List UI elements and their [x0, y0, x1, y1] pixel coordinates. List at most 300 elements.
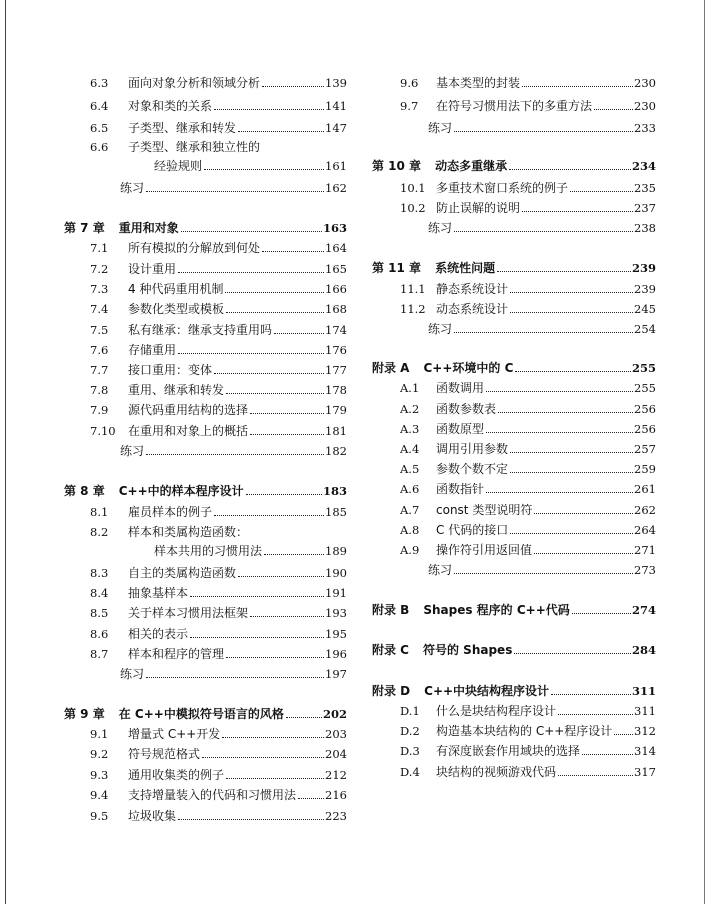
toc-page-number: 311 — [631, 684, 656, 698]
toc-page-number: 196 — [325, 647, 347, 661]
toc-entry-number: 8.6 — [90, 627, 109, 641]
dot-leader — [238, 131, 324, 132]
toc-entry-number: 7.5 — [90, 323, 109, 337]
toc-entry-title: 子类型、继承和转发 — [128, 121, 237, 135]
toc-entry-number: 6.6 — [90, 140, 109, 154]
toc-page-number: 176 — [325, 343, 347, 357]
toc-page-number: 202 — [322, 707, 347, 721]
toc-entry-number: A.7 — [400, 503, 420, 517]
toc-entry-number: 8.2 — [90, 525, 109, 539]
toc-section-entry — [372, 195, 656, 215]
toc-entry-title: 静态系统设计 — [436, 282, 509, 296]
toc-section-entry — [64, 782, 347, 802]
toc-page-number: 178 — [325, 383, 347, 397]
toc-section-entry — [64, 317, 347, 337]
toc-entry-title: 设计重用 — [128, 262, 177, 276]
toc-section-entry — [64, 377, 347, 397]
dot-leader — [510, 292, 633, 293]
toc-entry-number: 10.2 — [400, 201, 426, 215]
toc-section-entry — [372, 296, 656, 316]
toc-entry-title: 重用、继承和转发 — [128, 383, 225, 397]
toc-entry-number: 9.6 — [400, 76, 419, 90]
toc-page-number: 256 — [634, 402, 656, 416]
dot-leader — [534, 513, 633, 514]
dot-leader — [572, 613, 631, 614]
toc-entry-number: 7.3 — [90, 282, 109, 296]
dot-leader — [594, 109, 633, 110]
toc-page-number: 163 — [322, 221, 347, 235]
dot-leader — [178, 819, 324, 820]
toc-page-number: 190 — [325, 566, 347, 580]
dot-leader — [146, 191, 324, 192]
toc-entry-number: A.5 — [400, 462, 420, 476]
dot-leader — [190, 637, 324, 638]
toc-entry-title: 练习 — [120, 444, 145, 458]
toc-entry-title: 练习 — [428, 221, 453, 235]
toc-page-number: 185 — [325, 505, 347, 519]
toc-entry-number: 8.7 — [90, 647, 109, 661]
toc-entry-title: 重用和对象 — [118, 221, 179, 235]
toc-page-number: 233 — [634, 121, 656, 135]
toc-page-number: 235 — [634, 181, 656, 195]
toc-entry-number: 8.3 — [90, 566, 109, 580]
toc-section-entry — [64, 721, 347, 741]
dot-leader — [486, 492, 633, 493]
toc-page-number: 168 — [325, 302, 347, 316]
toc-entry-title: 多重技术窗口系统的例子 — [436, 181, 569, 195]
toc-page-number: 234 — [631, 159, 656, 173]
dot-leader — [486, 432, 633, 433]
toc-entry-number: 附录 D — [372, 684, 411, 698]
toc-section-entry — [372, 416, 656, 436]
toc-section-entry — [64, 499, 347, 519]
toc-page-number: 237 — [634, 201, 656, 215]
toc-entry-title: 练习 — [428, 563, 453, 577]
toc-page-number: 204 — [325, 747, 347, 761]
toc-section-entry — [64, 560, 347, 580]
dot-leader — [582, 754, 633, 755]
toc-section-entry — [372, 517, 656, 537]
toc-page-number: 181 — [325, 424, 347, 438]
toc-entry-title: C++环境中的 C — [423, 361, 514, 375]
toc-section-entry — [372, 456, 656, 476]
toc-entry-number: 第 11 章 — [372, 261, 422, 275]
toc-chapter-entry — [372, 637, 656, 657]
dot-leader — [225, 292, 324, 293]
dot-leader — [510, 452, 633, 453]
dot-leader — [214, 373, 324, 374]
toc-entry-title: 函数调用 — [436, 381, 485, 395]
toc-page-number: 189 — [325, 544, 347, 558]
toc-section-entry — [64, 600, 347, 620]
toc-entry-title: 4 种代码重用机制 — [128, 282, 224, 296]
toc-page-number: 255 — [634, 381, 656, 395]
toc-section-entry — [64, 256, 347, 276]
toc-page-number: 195 — [325, 627, 347, 641]
toc-page-number: 238 — [634, 221, 656, 235]
toc-entry-number: 附录 B — [372, 603, 410, 617]
toc-entry-title: const 类型说明符 — [436, 503, 533, 517]
dot-leader — [454, 131, 633, 132]
dot-leader — [146, 677, 324, 678]
dot-leader — [226, 312, 324, 313]
toc-entry-title: 样本和程序的管理 — [128, 647, 225, 661]
toc-section-entry — [64, 641, 347, 661]
toc-entry-title: 符号规范格式 — [128, 747, 201, 761]
toc-page-number: 230 — [634, 76, 656, 90]
toc-section-entry — [64, 418, 347, 438]
toc-entry-title: 私有继承：继承支持重用吗 — [128, 323, 273, 337]
toc-exercise-entry — [64, 175, 347, 195]
toc-entry-title: 函数原型 — [436, 422, 485, 436]
toc-section-entry — [372, 436, 656, 456]
dot-leader — [204, 169, 324, 170]
dot-leader — [551, 694, 631, 695]
toc-chapter-entry — [64, 478, 347, 498]
toc-exercise-entry — [372, 557, 656, 577]
toc-entry-title: 源代码重用结构的选择 — [128, 403, 249, 417]
toc-entry-title: 在 C++中模拟符号语言的风格 — [118, 707, 284, 721]
toc-entry-title: 防止误解的说明 — [436, 201, 521, 215]
toc-entry-title: 构造基本块结构的 C++程序设计 — [436, 724, 613, 738]
dot-leader — [486, 391, 633, 392]
toc-section-entry — [64, 580, 347, 600]
toc-entry-title: 经验规则 — [154, 159, 203, 173]
toc-entry-number: 10.1 — [400, 181, 426, 195]
toc-page-number: 261 — [634, 482, 656, 496]
toc-entry-number: A.9 — [400, 543, 420, 557]
toc-entry-title: 抽象基样本 — [128, 586, 189, 600]
toc-entry-title: 样本和类属构造函数： — [128, 525, 249, 539]
toc-page-number: 141 — [325, 99, 347, 113]
toc-section-entry — [64, 153, 347, 173]
dot-leader — [146, 454, 324, 455]
toc-section-entry — [64, 70, 347, 90]
toc-entry-number: 7.1 — [90, 241, 109, 255]
toc-entry-title: 符号的 Shapes — [423, 643, 513, 657]
toc-exercise-entry — [64, 438, 347, 458]
dot-leader — [178, 353, 324, 354]
toc-page-number: 256 — [634, 422, 656, 436]
toc-section-entry — [372, 175, 656, 195]
dot-leader — [454, 573, 633, 574]
dot-leader — [558, 714, 633, 715]
toc-section-entry — [64, 235, 347, 255]
toc-entry-title: 什么是块结构程序设计 — [436, 704, 557, 718]
toc-entry-title: 在符号习惯用法下的多重方法 — [436, 99, 593, 113]
toc-entry-title: 调用引用参数 — [436, 442, 509, 456]
toc-entry-title: 参数化类型或模板 — [128, 302, 225, 316]
toc-entry-title: 操作符引用返回值 — [436, 543, 533, 557]
dot-leader — [246, 494, 322, 495]
toc-entry-title: 有深度嵌套作用域块的选择 — [436, 744, 581, 758]
toc-entry-title: Shapes 程序的 C++代码 — [423, 603, 570, 617]
toc-section-entry — [372, 497, 656, 517]
toc-entry-title: 雇员样本的例子 — [128, 505, 213, 519]
toc-entry-title: C++中的样本程序设计 — [118, 484, 244, 498]
toc-exercise-entry — [372, 115, 656, 135]
dot-leader — [181, 231, 322, 232]
toc-section-entry — [372, 537, 656, 557]
toc-entry-number: 6.4 — [90, 99, 109, 113]
toc-exercise-entry — [64, 661, 347, 681]
toc-section-entry — [64, 621, 347, 641]
toc-entry-title: 动态多重继承 — [435, 159, 508, 173]
toc-entry-number: A.2 — [400, 402, 420, 416]
toc-entry-title: 增量式 C++开发 — [128, 727, 221, 741]
toc-entry-number: 7.6 — [90, 343, 109, 357]
toc-entry-title: 参数个数不定 — [436, 462, 509, 476]
dot-leader — [226, 657, 324, 658]
toc-section-entry — [64, 134, 347, 154]
toc-page-number: 139 — [325, 76, 347, 90]
toc-section-entry — [372, 70, 656, 90]
toc-page-number: 239 — [631, 261, 656, 275]
toc-entry-title: 接口重用：变体 — [128, 363, 213, 377]
toc-entry-number: 8.5 — [90, 606, 109, 620]
toc-page-number: 284 — [631, 643, 656, 657]
dot-leader — [226, 393, 324, 394]
toc-entry-title: 练习 — [120, 181, 145, 195]
toc-entry-number: D.3 — [400, 744, 420, 758]
dot-leader — [522, 86, 633, 87]
dot-leader — [250, 413, 324, 414]
toc-page-number: 212 — [325, 768, 347, 782]
toc-section-entry — [64, 519, 347, 539]
dot-leader — [614, 734, 633, 735]
toc-entry-number: 6.3 — [90, 76, 109, 90]
toc-entry-title: 基本类型的封装 — [436, 76, 521, 90]
toc-entry-title: 块结构的视频游戏代码 — [436, 765, 557, 779]
toc-page-number: 312 — [634, 724, 656, 738]
toc-page-number: 317 — [634, 765, 656, 779]
toc-chapter-entry — [372, 678, 656, 698]
toc-entry-title: 子类型、继承和独立性的 — [128, 140, 261, 154]
toc-section-entry — [372, 698, 656, 718]
toc-page-number: 255 — [631, 361, 656, 375]
toc-entry-number: 7.2 — [90, 262, 109, 276]
toc-page-number: 182 — [325, 444, 347, 458]
toc-entry-title: 通用收集类的例子 — [128, 768, 225, 782]
dot-leader — [509, 169, 631, 170]
toc-section-entry — [372, 718, 656, 738]
toc-entry-title: 支持增量装入的代码和习惯用法 — [128, 788, 297, 802]
toc-page-number: 223 — [325, 809, 347, 823]
toc-section-entry — [64, 803, 347, 823]
toc-entry-number: A.6 — [400, 482, 420, 496]
toc-entry-title: 自主的类属构造函数 — [128, 566, 237, 580]
dot-leader — [250, 434, 324, 435]
toc-chapter-entry — [64, 701, 347, 721]
toc-entry-title: 系统性问题 — [435, 261, 496, 275]
toc-chapter-entry — [372, 255, 656, 275]
dot-leader — [262, 86, 324, 87]
toc-entry-number: 第 9 章 — [64, 707, 105, 721]
toc-entry-title: 练习 — [428, 322, 453, 336]
toc-entry-number: 9.3 — [90, 768, 109, 782]
toc-page-number: 177 — [325, 363, 347, 377]
toc-entry-title: 函数指针 — [436, 482, 485, 496]
toc-page-number: 311 — [634, 704, 656, 718]
toc-section-entry — [372, 476, 656, 496]
toc-entry-number: 8.4 — [90, 586, 109, 600]
toc-entry-title: 所有模拟的分解放到何处 — [128, 241, 261, 255]
toc-entry-number: 11.1 — [400, 282, 426, 296]
dot-leader — [558, 775, 633, 776]
toc-section-entry — [64, 762, 347, 782]
dot-leader — [522, 211, 633, 212]
toc-section-entry — [372, 738, 656, 758]
toc-entry-number: 9.4 — [90, 788, 109, 802]
dot-leader — [274, 333, 324, 334]
toc-entry-number: 6.5 — [90, 121, 109, 135]
toc-entry-number: 第 7 章 — [64, 221, 105, 235]
dot-leader — [497, 271, 631, 272]
toc-page-number: 203 — [325, 727, 347, 741]
page-edge-left — [5, 0, 6, 904]
toc-page-number: 162 — [325, 181, 347, 195]
dot-leader — [510, 533, 633, 534]
toc-entry-number: 附录 A — [372, 361, 410, 375]
toc-chapter-entry — [64, 215, 347, 235]
toc-entry-number: A.1 — [400, 381, 420, 395]
toc-page-number: 164 — [325, 241, 347, 255]
toc-entry-number: A.8 — [400, 523, 420, 537]
toc-chapter-entry — [372, 355, 656, 375]
dot-leader — [510, 472, 633, 473]
toc-section-entry — [64, 93, 347, 113]
toc-entry-number: 9.1 — [90, 727, 109, 741]
toc-entry-title: C 代码的接口 — [436, 523, 509, 537]
toc-page-number: 273 — [634, 563, 656, 577]
dot-leader — [298, 798, 324, 799]
toc-page-number: 264 — [634, 523, 656, 537]
toc-entry-title: 样本共用的习惯用法 — [154, 544, 263, 558]
toc-entry-number: 7.10 — [90, 424, 116, 438]
toc-page-number: 230 — [634, 99, 656, 113]
toc-entry-number: D.1 — [400, 704, 420, 718]
toc-exercise-entry — [372, 215, 656, 235]
dot-leader — [250, 616, 324, 617]
toc-entry-number: 9.7 — [400, 99, 419, 113]
toc-page-number: 239 — [634, 282, 656, 296]
toc-page-number: 274 — [631, 603, 656, 617]
dot-leader — [222, 737, 324, 738]
toc-section-entry — [372, 375, 656, 395]
toc-page-number: 216 — [325, 788, 347, 802]
toc-entry-number: 第 10 章 — [372, 159, 422, 173]
toc-entry-title: 垃圾收集 — [128, 809, 177, 823]
page-edge-right — [704, 0, 705, 904]
toc-section-entry — [64, 357, 347, 377]
toc-page-number: 197 — [325, 667, 347, 681]
toc-entry-title: 函数参数表 — [436, 402, 497, 416]
dot-leader — [514, 653, 631, 654]
toc-entry-title: 面向对象分析和领域分析 — [128, 76, 261, 90]
toc-page-number: 193 — [325, 606, 347, 620]
dot-leader — [178, 272, 324, 273]
toc-entry-number: A.3 — [400, 422, 420, 436]
dot-leader — [286, 717, 322, 718]
toc-section-entry — [64, 741, 347, 761]
dot-leader — [202, 757, 324, 758]
toc-entry-title: C++中块结构程序设计 — [424, 684, 550, 698]
dot-leader — [515, 371, 631, 372]
toc-section-entry — [64, 296, 347, 316]
toc-entry-title: 存储重用 — [128, 343, 177, 357]
toc-entry-title: 在重用和对象上的概括 — [128, 424, 249, 438]
toc-entry-title: 动态系统设计 — [436, 302, 509, 316]
toc-entry-number: 9.2 — [90, 747, 109, 761]
toc-section-entry — [64, 115, 347, 135]
toc-entry-number: A.4 — [400, 442, 420, 456]
toc-page-number: 254 — [634, 322, 656, 336]
toc-entry-title: 对象和类的关系 — [128, 99, 213, 113]
toc-page-number: 191 — [325, 586, 347, 600]
dot-leader — [238, 576, 324, 577]
toc-entry-title: 关于样本习惯用法框架 — [128, 606, 249, 620]
dot-leader — [454, 332, 633, 333]
toc-entry-number: 第 8 章 — [64, 484, 105, 498]
toc-section-entry — [372, 759, 656, 779]
toc-entry-number: 7.8 — [90, 383, 109, 397]
toc-section-entry — [372, 93, 656, 113]
toc-section-entry — [64, 538, 347, 558]
toc-entry-number: 8.1 — [90, 505, 109, 519]
toc-page-number: 271 — [634, 543, 656, 557]
toc-entry-number: D.2 — [400, 724, 420, 738]
toc-section-entry — [64, 397, 347, 417]
dot-leader — [454, 231, 633, 232]
toc-entry-number: 附录 C — [372, 643, 409, 657]
toc-entry-number: D.4 — [400, 765, 420, 779]
toc-page-number: 259 — [634, 462, 656, 476]
toc-page-number: 179 — [325, 403, 347, 417]
toc-section-entry — [372, 276, 656, 296]
toc-entry-number: 7.4 — [90, 302, 109, 316]
dot-leader — [498, 412, 633, 413]
toc-entry-title: 相关的表示 — [128, 627, 189, 641]
toc-chapter-entry — [372, 597, 656, 617]
dot-leader — [510, 312, 633, 313]
dot-leader — [214, 515, 324, 516]
toc-page-number: 165 — [325, 262, 347, 276]
toc-page-number: 257 — [634, 442, 656, 456]
toc-page-number: 174 — [325, 323, 347, 337]
dot-leader — [264, 554, 324, 555]
toc-exercise-entry — [372, 316, 656, 336]
dot-leader — [190, 596, 324, 597]
toc-section-entry — [64, 276, 347, 296]
toc-chapter-entry — [372, 153, 656, 173]
dot-leader — [262, 251, 324, 252]
toc-page-number: 314 — [634, 744, 656, 758]
toc-page-number: 245 — [634, 302, 656, 316]
toc-entry-number: 9.5 — [90, 809, 109, 823]
toc-page-number: 262 — [634, 503, 656, 517]
toc-entry-number: 7.7 — [90, 363, 109, 377]
toc-page-number: 183 — [322, 484, 347, 498]
toc-section-entry — [64, 337, 347, 357]
toc-entry-title: 练习 — [428, 121, 453, 135]
toc-page-number: 147 — [325, 121, 347, 135]
toc-page-number: 166 — [325, 282, 347, 296]
dot-leader — [226, 778, 324, 779]
toc-section-entry — [372, 396, 656, 416]
toc-entry-number: 7.9 — [90, 403, 109, 417]
toc-entry-title: 练习 — [120, 667, 145, 681]
dot-leader — [570, 191, 633, 192]
